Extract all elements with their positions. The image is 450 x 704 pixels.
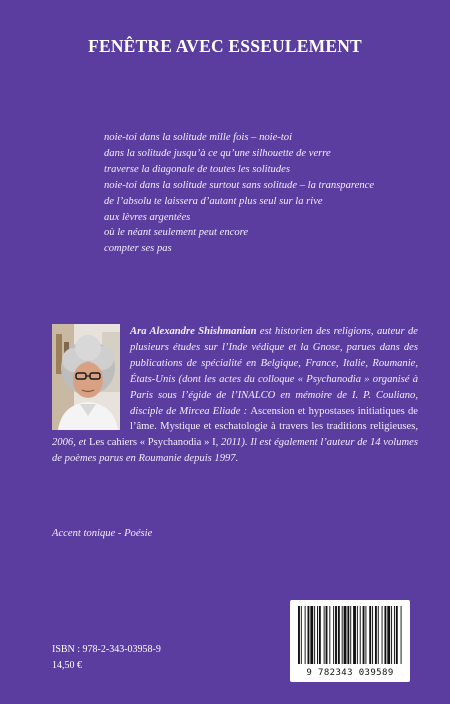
price: 14,50 € xyxy=(52,660,82,671)
collection-name: Accent tonique - Poésie xyxy=(52,528,153,539)
bio-text-2: , 2006, et xyxy=(52,421,418,449)
barcode xyxy=(290,600,410,682)
barcode-bars xyxy=(290,600,410,670)
barcode-bar xyxy=(372,606,373,664)
barcode-bar xyxy=(384,606,386,664)
barcode-bar xyxy=(338,606,340,664)
barcode-bar xyxy=(394,606,395,664)
barcode-bar xyxy=(350,606,351,664)
barcode-bar xyxy=(305,606,306,664)
book-title: FENÊTRE AVEC ESSEULEMENT xyxy=(88,36,362,56)
barcode-bar xyxy=(310,606,313,664)
barcode-bar xyxy=(347,606,349,664)
barcode-bar xyxy=(382,606,383,664)
barcode-bar xyxy=(378,606,379,664)
author-biography xyxy=(52,324,418,467)
barcode-bar xyxy=(344,606,347,664)
barcode-bar xyxy=(335,606,337,664)
barcode-bar xyxy=(324,606,325,664)
bio-text-3: , 2011). Il est également l’auteur de 14 volumes de poèmes parus en Roumanie depuis 1997. xyxy=(52,437,418,465)
barcode-bar xyxy=(308,606,310,664)
barcode-bar xyxy=(342,606,343,664)
barcode-bar xyxy=(363,606,365,664)
barcode-bar xyxy=(317,606,318,664)
barcode-bar xyxy=(298,606,300,664)
poem-line: noie-toi dans la solitude mille fois – noie-toi xyxy=(104,132,293,143)
poem-excerpt xyxy=(104,130,424,257)
barcode-bar xyxy=(353,606,356,664)
barcode-bar xyxy=(314,606,315,664)
barcode-bar xyxy=(365,606,366,664)
barcode-bar xyxy=(375,606,377,664)
barcode-number: 9 782343 039589 xyxy=(306,668,394,678)
barcode-bar xyxy=(387,606,390,664)
bio-work-title-1: Ascension et hypostases initiatiques de l’âme. Mystique et eschatologie à travers les traditions religieuses xyxy=(130,405,418,433)
poem-line: traverse la diagonale de toutes les solitudes xyxy=(104,163,290,175)
barcode-bar xyxy=(301,606,302,664)
poem-line: dans la solitude jusqu’à ce qu’une silhouette de verre xyxy=(104,147,331,159)
barcode-bar xyxy=(396,606,398,664)
barcode-bar xyxy=(401,606,402,664)
barcode-bar xyxy=(357,606,358,664)
poem-line: aux lèvres argentées xyxy=(104,211,191,223)
barcode-bar xyxy=(329,606,330,664)
poem-line: de l’absolu te laissera d’autant plus seul sur la rive xyxy=(104,195,323,207)
poem-line: compter ses pas xyxy=(104,243,172,255)
isbn: ISBN : 978-2-343-03958-9 xyxy=(52,644,161,655)
poem-line: où le néant seulement peut encore xyxy=(104,227,249,239)
bio-text-1: est historien des religions, auteur de plusieurs études sur l’Inde védique et la Gnose, parues dans des publications de spécialité en Belgique, France, Italie, Roumanie, États-Unis (dont les actes du colloque « Psychanodia » organisé à Paris sous l’égide de l’INALCO en mémoire de I. P. Couliano, disciple de Mircea Eliade : xyxy=(130,326,418,417)
barcode-bar xyxy=(333,606,334,664)
barcode-bar xyxy=(360,606,361,664)
barcode-bar xyxy=(369,606,371,664)
bio-work-title-2: Les cahiers « Psychanodia » I xyxy=(88,437,216,449)
photo-spacer xyxy=(52,324,120,430)
barcode-bar xyxy=(319,606,321,664)
barcode-bar xyxy=(326,606,328,664)
barcode-bar xyxy=(391,606,392,664)
poem-line: noie-toi dans la solitude surtout sans solitude – la transparence xyxy=(104,179,375,191)
author-name: Ara Alexandre Shishmanian xyxy=(130,326,257,337)
